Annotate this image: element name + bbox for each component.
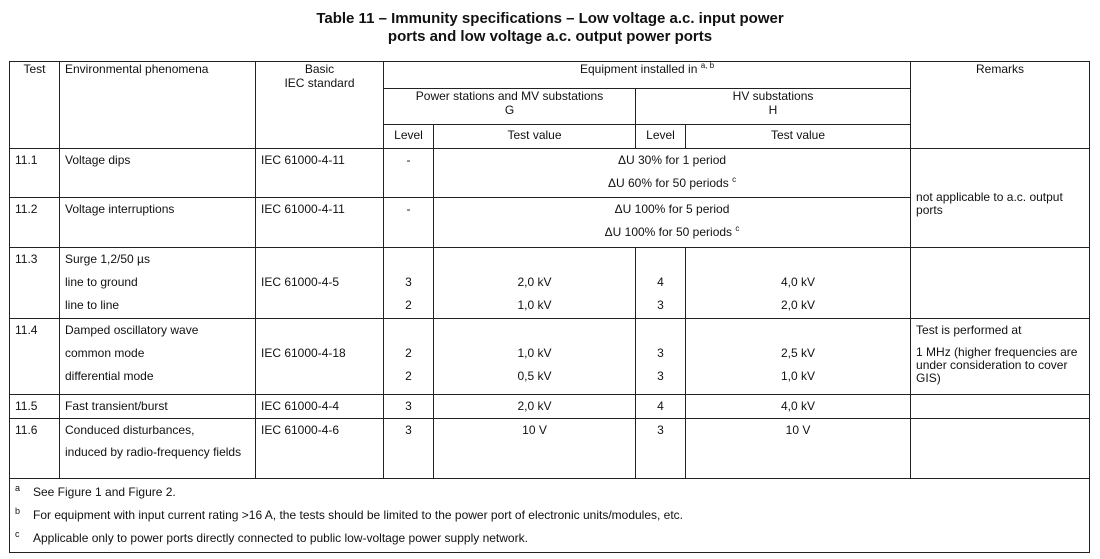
header-equipment (384, 62, 911, 89)
phenomenon-sub-2: line to line (65, 298, 120, 312)
cell-g-level (384, 419, 434, 479)
cell-h-value (686, 319, 911, 395)
footnote-b (15, 504, 1084, 527)
table-row-11-5 (10, 395, 1090, 419)
header-equipment-label: Equipment installed in (579, 62, 698, 76)
cell-h-level (636, 419, 686, 479)
table-row-11-3 (10, 248, 1090, 319)
cell-h-level (636, 248, 686, 319)
footnote-c (15, 527, 1084, 550)
cell-g-value (434, 419, 636, 479)
cell-standard (256, 419, 384, 479)
cell-h-value (686, 395, 911, 419)
cell-remark (911, 419, 1090, 479)
header-group-h (636, 89, 911, 125)
test-value: 2,0 kV (517, 275, 552, 289)
cell-standard (256, 319, 384, 395)
cell-test (10, 395, 60, 419)
remark-text: not applicable to a.c. output ports (916, 190, 1063, 217)
level-value: 3 (657, 346, 664, 360)
standard-label: IEC 61000-4-6 (261, 423, 340, 437)
footnote-text: Applicable only to power ports directly connected to public low-voltage power supply network. (33, 531, 528, 545)
cell-phenomenon (60, 319, 256, 395)
footnote-ref-c: c (735, 224, 740, 233)
standard-label: IEC 61000-4-5 (261, 275, 340, 289)
test-value: 2,5 kV (781, 346, 816, 360)
phenomenon-label: Voltage interruptions (65, 202, 175, 216)
cell-remark-11-1-2 (911, 149, 1090, 248)
test-number: 11.1 (15, 153, 38, 167)
remark-line-2: 1 MHz (higher frequencies are under consideration to cover GIS) (916, 345, 1078, 385)
cell-phenomenon (60, 149, 256, 198)
cell-g-level (384, 248, 434, 319)
cell-phenomenon (60, 198, 256, 248)
cell-g-level (384, 198, 434, 248)
cell-standard (256, 248, 384, 319)
header-basic-standard (256, 62, 384, 149)
cell-h-level (636, 319, 686, 395)
test-value-line-1: ΔU 100% for 5 period (614, 202, 730, 216)
test-value-text: ΔU 60% for 50 periods (607, 176, 729, 190)
cell-h-level (636, 395, 686, 419)
cell-g-level (384, 149, 434, 198)
cell-phenomenon (60, 248, 256, 319)
table-title-line-1: Table 11 – Immunity specifications – Low voltage a.c. input power (316, 10, 784, 27)
footnotes-cell (10, 479, 1090, 553)
phenomenon-label: Damped oscillatory wave (65, 323, 199, 337)
cell-standard (256, 198, 384, 248)
test-number: 11.4 (15, 323, 38, 337)
level-value: 3 (405, 399, 412, 413)
cell-g-value (434, 395, 636, 419)
remark-line-1: Test is performed at (916, 323, 1022, 337)
cell-test-value-span (434, 198, 911, 248)
level-value: 3 (657, 298, 664, 312)
cell-g-level (384, 319, 434, 395)
test-value: 1,0 kV (781, 369, 816, 383)
cell-g-value (434, 319, 636, 395)
cell-test (10, 419, 60, 479)
level-value: 4 (657, 275, 664, 289)
footnote-text: See Figure 1 and Figure 2. (33, 485, 176, 499)
cell-g-level (384, 395, 434, 419)
cell-standard (256, 395, 384, 419)
test-value: 2,0 kV (517, 399, 552, 413)
header-h-test-value: Test value (686, 125, 911, 149)
header-h-level: Level (636, 125, 686, 149)
level-value: - (406, 153, 411, 167)
cell-test (10, 198, 60, 248)
header-basic: Basic (304, 62, 335, 76)
cell-h-value (686, 248, 911, 319)
level-value: 2 (405, 369, 412, 383)
cell-standard (256, 149, 384, 198)
footnote-mark: c (15, 529, 20, 539)
phenomenon-label: Voltage dips (65, 153, 131, 167)
cell-remark (911, 395, 1090, 419)
test-value: 10 V (785, 423, 811, 437)
footnote-text: For equipment with input current rating >16 A, the tests should be limited to the power port of electronic units/modules, etc. (33, 508, 684, 522)
cell-h-value (686, 419, 911, 479)
phenomenon-sub-2: differential mode (65, 369, 154, 383)
immunity-spec-table (9, 61, 1090, 553)
header-g-level: Level (384, 125, 434, 149)
footnote-mark: b (15, 506, 21, 516)
header-iec-standard: IEC standard (284, 76, 355, 90)
test-value: 0,5 kV (517, 369, 552, 383)
footnote-ref-c: c (732, 175, 737, 184)
cell-test-value-span (434, 149, 911, 198)
phenomenon-label: Conduced disturbances, (65, 423, 195, 437)
test-value-line-2 (439, 221, 905, 244)
header-group-g-name: Power stations and MV substations (415, 89, 604, 103)
test-value-text: ΔU 100% for 50 periods (604, 225, 733, 239)
cell-test (10, 319, 60, 395)
test-number: 11.5 (15, 399, 38, 413)
header-phenomena: Environmental phenomena (60, 62, 256, 149)
header-g-test-value: Test value (434, 125, 636, 149)
table-title-line-2: ports and low voltage a.c. output power ports (387, 28, 713, 45)
phenomenon-sub-1: induced by radio-frequency fields (65, 445, 242, 459)
phenomenon-sub-1: line to ground (65, 275, 138, 289)
standard-label: IEC 61000-4-18 (261, 346, 346, 360)
level-value: 4 (657, 399, 664, 413)
cell-phenomenon (60, 419, 256, 479)
cell-remark (911, 248, 1090, 319)
header-test: Test (10, 62, 60, 149)
level-value: 3 (405, 423, 412, 437)
test-number: 11.6 (15, 423, 38, 437)
phenomenon-label: Fast transient/burst (65, 399, 168, 413)
test-value: 1,0 kV (517, 346, 552, 360)
cell-g-value (434, 248, 636, 319)
test-value: 1,0 kV (517, 298, 552, 312)
test-value: 2,0 kV (781, 298, 816, 312)
header-remarks: Remarks (911, 62, 1090, 149)
footnote-mark: a (15, 483, 21, 493)
test-value: 4,0 kV (781, 275, 816, 289)
test-value: 10 V (522, 423, 547, 437)
test-value-line-1: ΔU 30% for 1 period (617, 153, 727, 167)
phenomenon-sub-1: common mode (65, 346, 145, 360)
standard-label: IEC 61000-4-11 (261, 153, 345, 167)
header-equipment-sup: a, b (700, 61, 715, 70)
cell-remark (911, 319, 1090, 395)
level-value: 3 (657, 369, 664, 383)
level-value: 2 (405, 298, 412, 312)
test-number: 11.2 (15, 202, 38, 216)
level-value: 2 (405, 346, 412, 360)
header-row-1 (10, 62, 1090, 89)
level-value: 3 (405, 275, 412, 289)
footnotes-row (10, 479, 1090, 553)
cell-phenomenon (60, 395, 256, 419)
table-row-11-1 (10, 149, 1090, 198)
phenomenon-label: Surge 1,2/50 µs (65, 252, 150, 266)
standard-label: IEC 61000-4-4 (261, 399, 340, 413)
header-group-g (384, 89, 636, 125)
table-row-11-4 (10, 319, 1090, 395)
test-value-line-2 (439, 172, 905, 195)
level-value: - (406, 202, 411, 216)
level-value: 3 (657, 423, 664, 437)
footnote-a (15, 481, 1084, 504)
standard-label: IEC 61000-4-11 (261, 202, 345, 216)
header-group-h-code: H (768, 103, 778, 117)
table-title (0, 10, 1100, 46)
cell-test (10, 248, 60, 319)
test-value: 4,0 kV (781, 399, 816, 413)
table-row-11-6 (10, 419, 1090, 479)
test-number: 11.3 (15, 252, 38, 266)
header-group-g-code: G (504, 103, 515, 117)
header-group-h-name: HV substations (732, 89, 814, 103)
cell-test (10, 149, 60, 198)
